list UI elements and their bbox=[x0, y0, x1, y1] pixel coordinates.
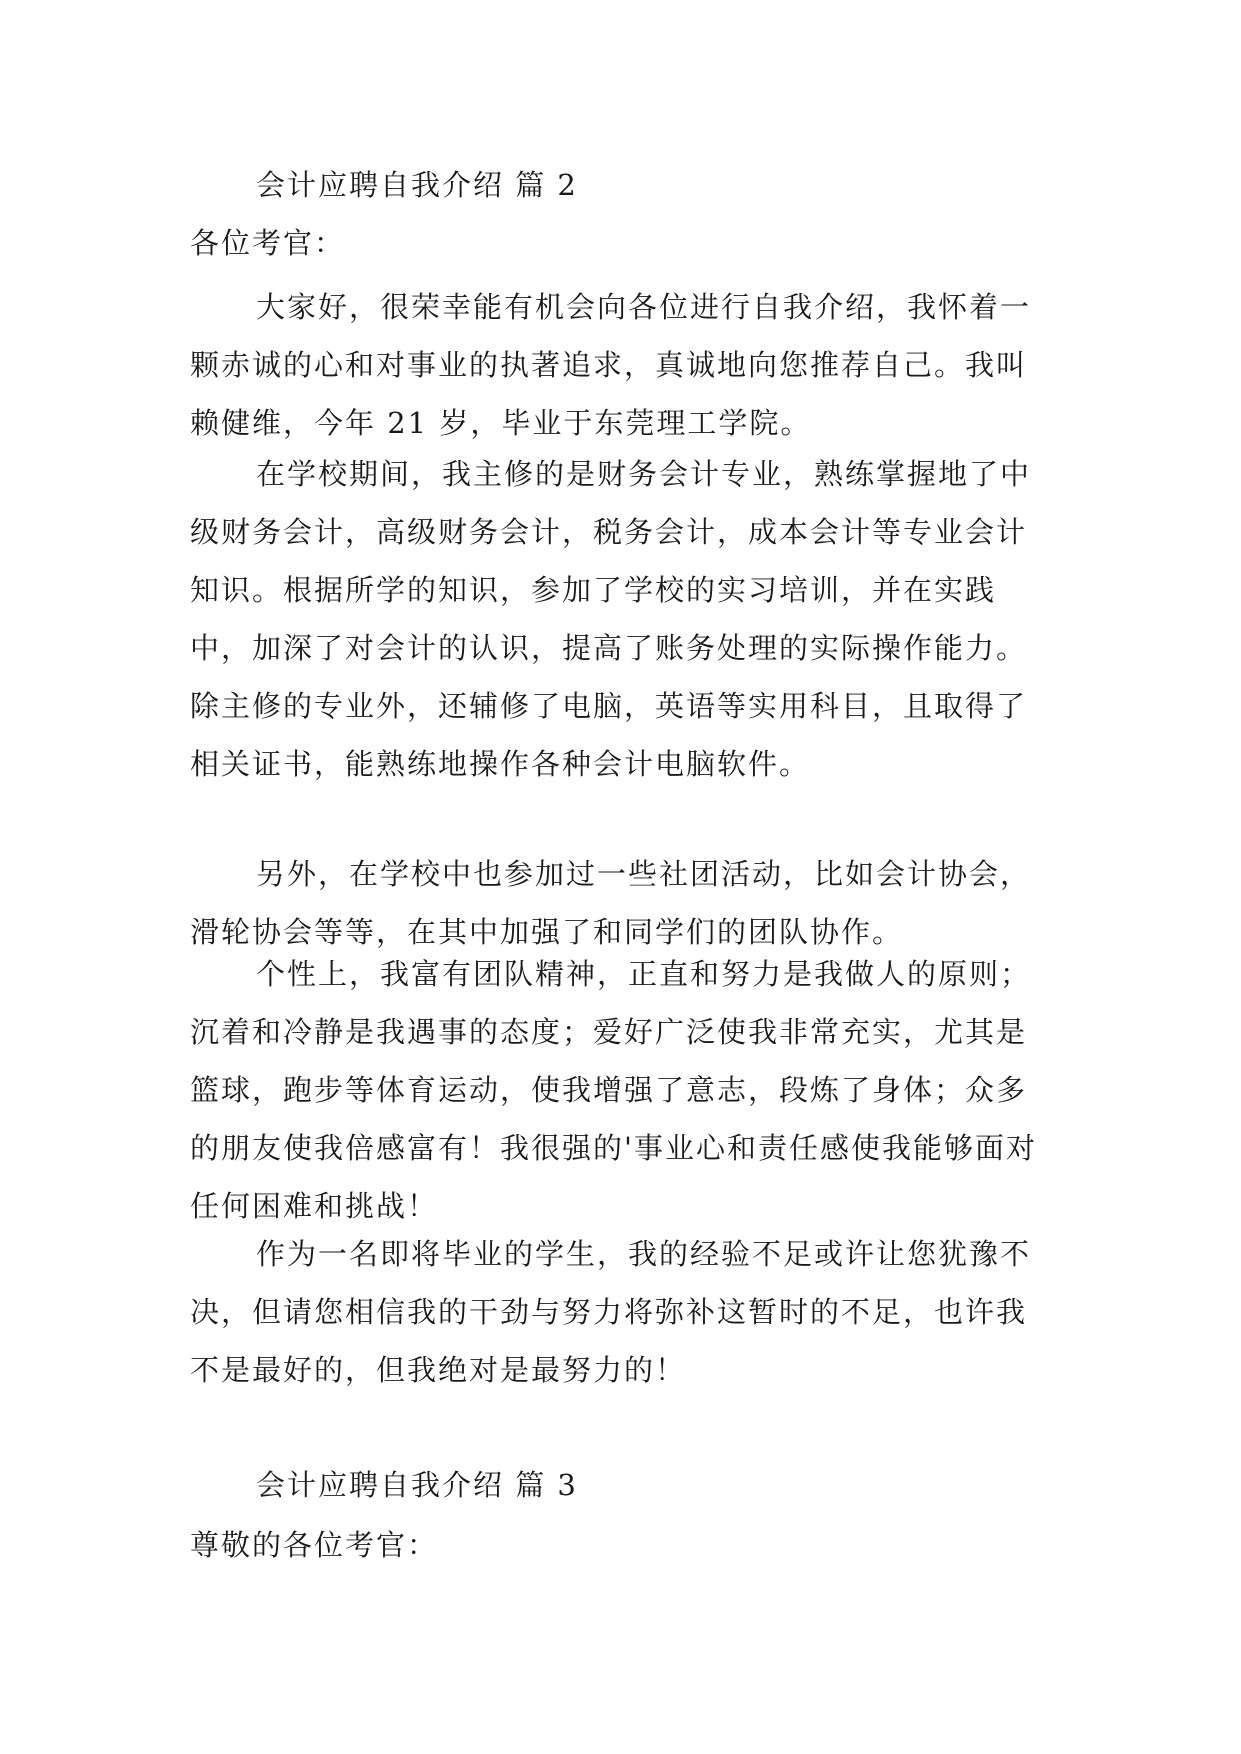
section-2-heading: 会计应聘自我介绍 篇 2 bbox=[256, 168, 578, 202]
paragraph-intro: 大家好，很荣幸能有机会向各位进行自我介绍，我怀着一颗赤诚的心和对事业的执著追求，真诚地向您推荐自己。我叫赖健维，今年 21 岁，毕业于东莞理工学院。 bbox=[190, 290, 1032, 440]
section-3-salutation: 尊敬的各位考官： bbox=[190, 1528, 439, 1562]
section-2-salutation: 各位考官： bbox=[190, 226, 346, 260]
paragraph-personality: 个性上，我富有团队精神，正直和努力是我做人的原则；沉着和冷静是我遇事的态度；爱好广泛使我非常充实，尤其是篮球，跑步等体育运动，使我增强了意志，段炼了身体；众多的朋友使我倍感富有！我很强的'事业心和责任感使我能够面对任何困难和挑战！ bbox=[190, 957, 1037, 1223]
paragraph-study: 在学校期间，我主修的是财务会计专业，熟练掌握地了中级财务会计，高级财务会计，税务会计，成本会计等专业会计知识。根据所学的知识，参加了学校的实习培训，并在实践中，加深了对会计的认识，提高了账务处理的实际操作能力。除主修的专业外，还辅修了电脑，英语等实用科目，且取得了相关证书，能熟练地操作各种会计电脑软件。 bbox=[190, 457, 1032, 781]
paragraph-conclusion: 作为一名即将毕业的学生，我的经验不足或许让您犹豫不决，但请您相信我的干劲与努力将弥补这暂时的不足，也许我不是最好的，但我绝对是最努力的！ bbox=[190, 1237, 1032, 1387]
section-3-heading: 会计应聘自我介绍 篇 3 bbox=[256, 1468, 578, 1502]
paragraph-activities: 另外，在学校中也参加过一些社团活动，比如会计协会，滑轮协会等等，在其中加强了和同学们的团队协作。 bbox=[190, 857, 1032, 949]
